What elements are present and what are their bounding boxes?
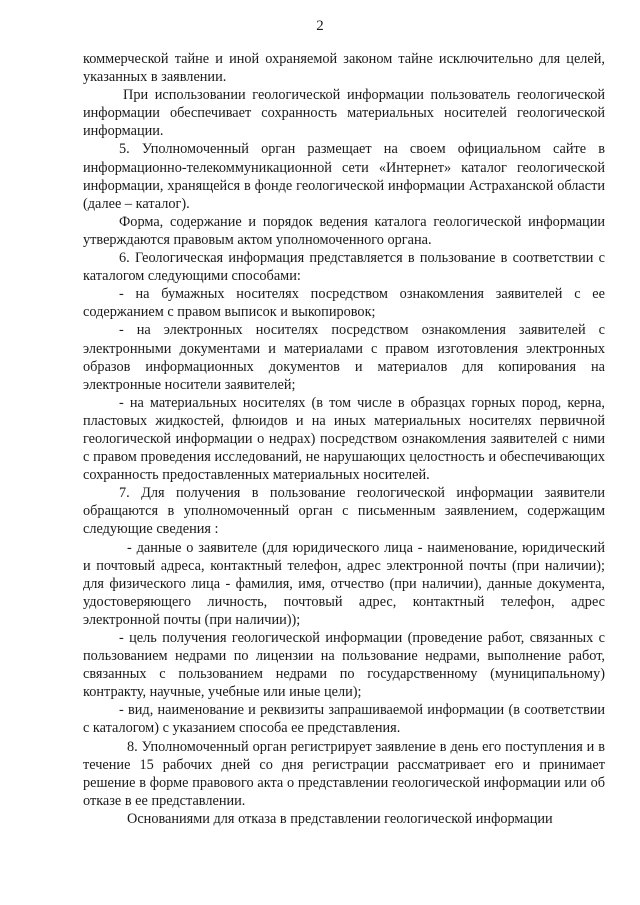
list-item: - вид, наименование и реквизиты запрашиваемой информации (в соответствии с каталогом) с указанием способа ее представления. xyxy=(83,702,605,737)
paragraph: 7. Для получения в пользование геологической информации заявители обращаются в уполномоченный орган с письменным заявлением, содержащим следующие сведения : xyxy=(83,485,605,538)
paragraph: При использовании геологической информации пользователь геологической информации обеспечивает сохранность материальных носителей геологической информации. xyxy=(83,87,605,140)
list-item: - цель получения геологической информации (проведение работ, связанных с пользованием недрами по лицензии на пользование недрами, выполнение работ, связанных с пользованием недрами по государственному (муниципальному) контракту, научные, учебные или иные цели); xyxy=(83,630,605,701)
document-body xyxy=(83,50,605,828)
paragraph: коммерческой тайне и иной охраняемой законом тайне исключительно для целей, указанных в заявлении. xyxy=(83,51,605,86)
paragraph: 6. Геологическая информация представляется в пользование в соответствии с каталогом следующими способами: xyxy=(83,250,605,285)
list-item: - на электронных носителях посредством ознакомления заявителей с электронными документами и материалами с правом изготовления электронных образов информационных документов и материалов для копирования на электронные носители заявителей; xyxy=(83,322,605,393)
paragraph: 8. Уполномоченный орган регистрирует заявление в день его поступления и в течение 15 рабочих дней со дня регистрации рассматривает его и принимает решение в форме правового акта о представлении геологической информации или об отказе в ее представлении. xyxy=(83,738,605,809)
page-number: 2 xyxy=(316,18,324,34)
paragraph: Форма, содержание и порядок ведения каталога геологической информации утверждаются правовым актом уполномоченного органа. xyxy=(83,213,605,248)
paragraph: Основаниями для отказа в представлении геологической информации xyxy=(127,810,553,827)
list-item: - на бумажных носителях посредством ознакомления заявителей с ее содержанием с правом выписок и выкопировок; xyxy=(83,286,605,321)
list-item: - данные о заявителе (для юридического лица - наименование, юридический и почтовый адреса, контактный телефон, адрес электронной почты (при наличии); для физического лица - фамилия, имя, отчество (при наличии), данные документа, удостоверяющего личность, почтовый адрес, контактный телефон, адрес электронной почты (при наличии)); xyxy=(83,539,605,628)
paragraph: 5. Уполномоченный орган размещает на своем официальном сайте в информационно-телекоммуникационной сети «Интернет» каталог геологической информации, хранящейся в фонде геологической информации Астраханской области (далее – каталог). xyxy=(83,141,605,212)
list-item: - на материальных носителях (в том числе в образцах горных пород, керна, пластовых жидкостей, флюидов и на иных материальных носителях первичной геологической информации о недрах) посредством ознакомления заявителей с ними с правом проведения исследований, не нарушающих целостность и обеспечивающих сохранность предоставленных материальных носителей. xyxy=(83,394,605,484)
